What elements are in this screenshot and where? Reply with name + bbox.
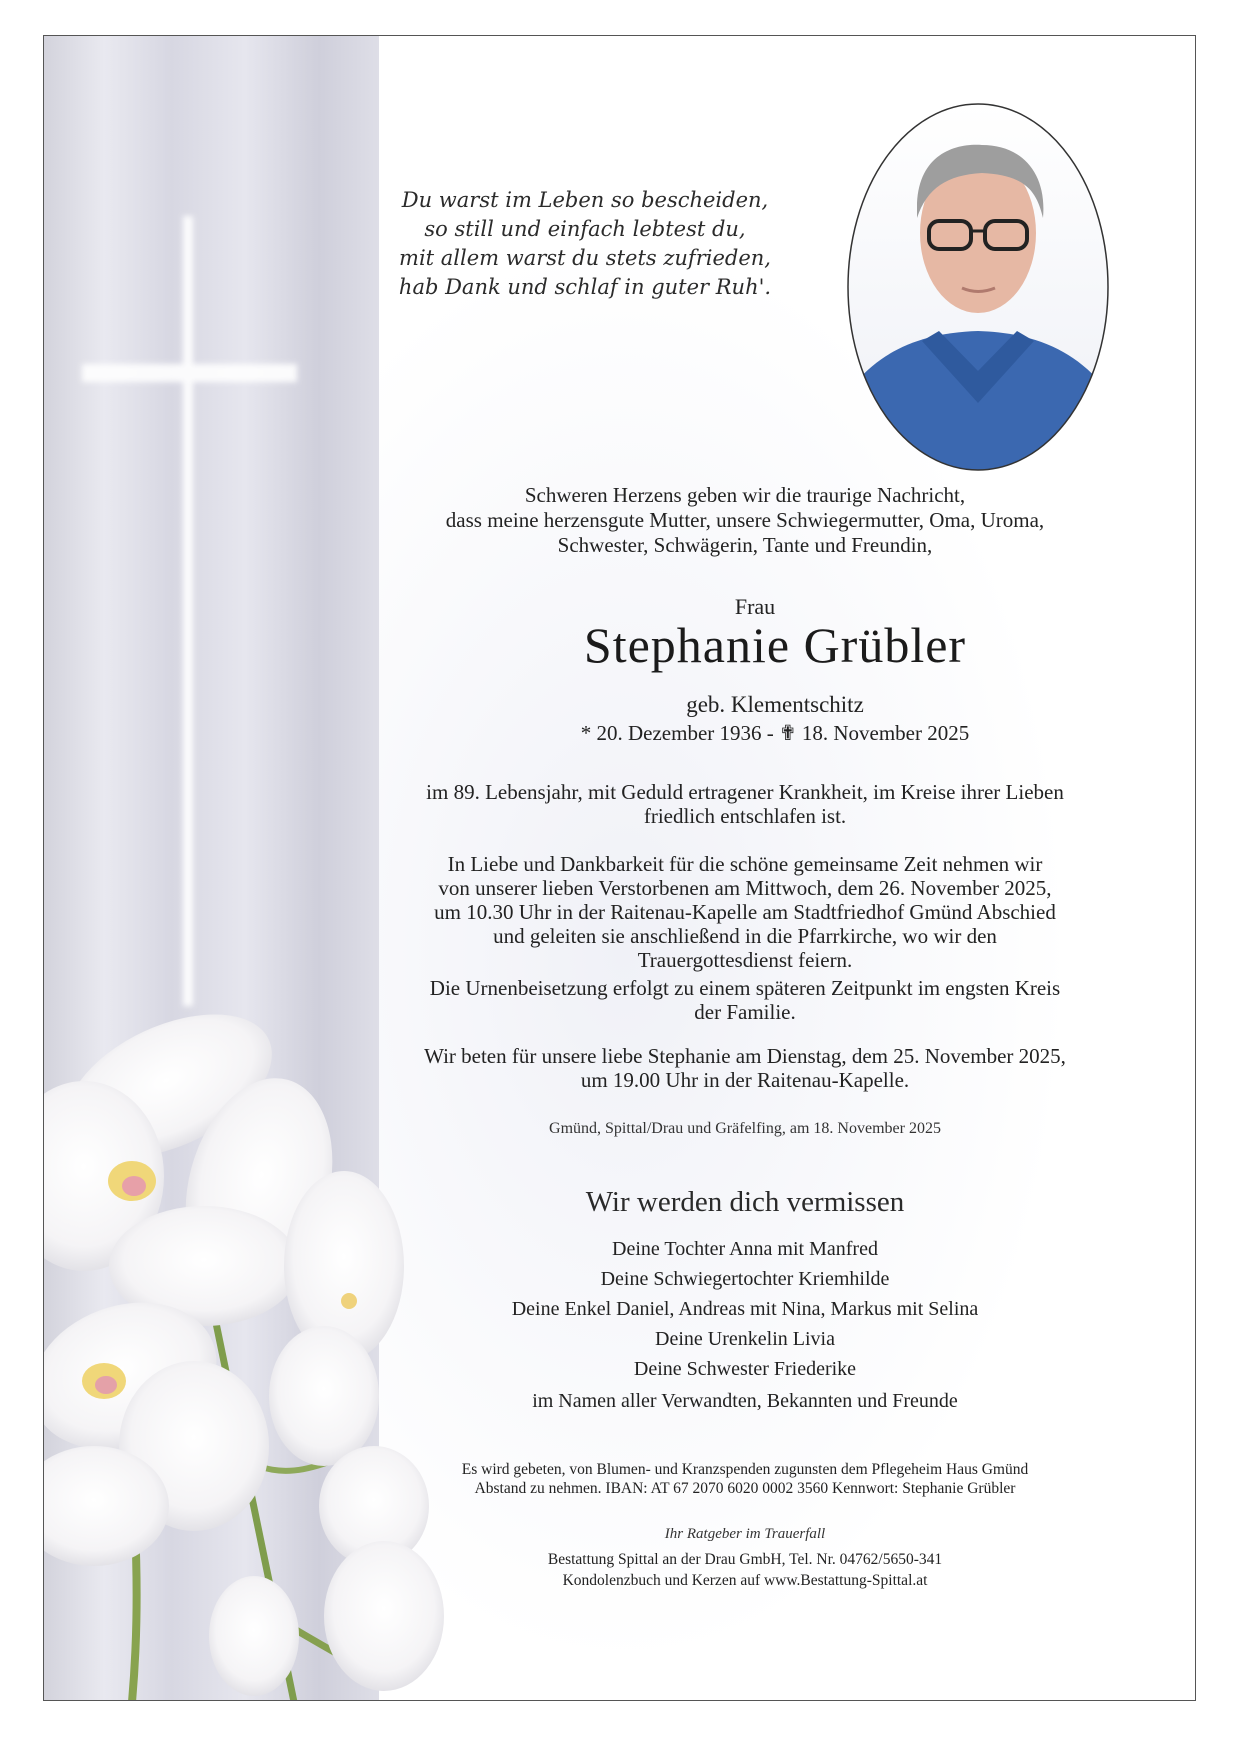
poem-line: mit allem warst du stets zufrieden,: [399, 246, 771, 270]
donation-line: Abstand zu nehmen. IBAN: AT 67 2070 6020 0002 3560 Kennwort: Stephanie Grübler: [474, 1480, 1016, 1497]
family-list: [430, 1234, 1060, 1384]
funeral-home-footer: [460, 1549, 1030, 1591]
paragraph-line: um 19.00 Uhr in der Raitenau-Kapelle.: [580, 1068, 910, 1092]
salutation: Frau: [734, 594, 776, 619]
paragraph-line: Die Urnenbeisetzung erfolgt zu einem späteren Zeitpunkt im engsten Kreis: [429, 976, 1061, 1000]
poem: [395, 186, 775, 302]
family-member: Deine Schwiegertochter Kriemhilde: [600, 1268, 890, 1290]
intro-line: Schwester, Schwägerin, Tante und Freundin,: [557, 533, 933, 557]
intro-line: dass meine herzensgute Mutter, unsere Schwiegermutter, Oma, Uroma,: [445, 508, 1045, 532]
paragraph: [375, 780, 1115, 828]
paragraph-line: von unserer lieben Verstorbenen am Mittwoch, dem 26. November 2025,: [438, 876, 1052, 900]
footer-line: Kondolenzbuch und Kerzen auf www.Bestattung-Spittal.at: [562, 1572, 928, 1589]
paragraph-line: der Familie.: [694, 1000, 796, 1024]
place-date: Gmünd, Spittal/Drau und Gräfelfing, am 18. November 2025: [549, 1120, 941, 1137]
miss-heading: Wir werden dich vermissen: [585, 1186, 905, 1218]
intro-line: Schweren Herzens geben wir die traurige Nachricht,: [524, 483, 966, 507]
paragraph: [375, 1044, 1115, 1092]
relatives-line: im Namen aller Verwandten, Bekannten und Freunde: [532, 1390, 958, 1412]
maiden-name: geb. Klementschitz: [686, 692, 864, 717]
family-member: Deine Urenkelin Livia: [655, 1328, 835, 1350]
footer-slogan: Ihr Ratgeber im Trauerfall: [664, 1526, 826, 1542]
family-member: Deine Schwester Friederike: [633, 1358, 857, 1380]
poem-line: hab Dank und schlaf in guter Ruh'.: [398, 275, 772, 299]
paragraph-line: friedlich entschlafen ist.: [643, 804, 847, 828]
life-dates: * 20. Dezember 1936 - ✟ 18. November 2025: [580, 721, 970, 745]
deceased-name: Stephanie Grübler: [583, 617, 967, 673]
announcement-intro: [375, 483, 1115, 558]
paragraph-line: In Liebe und Dankbarkeit für die schöne gemeinsame Zeit nehmen wir: [447, 852, 1043, 876]
paragraph: [375, 976, 1115, 1024]
paragraph-line: Trauergottesdienst feiern.: [637, 948, 853, 972]
paragraph-line: und geleiten sie anschließend in die Pfarrkirche, wo wir den: [493, 924, 997, 948]
paragraph-line: Wir beten für unsere liebe Stephanie am Dienstag, dem 25. November 2025,: [424, 1044, 1066, 1068]
paragraph-line: um 10.30 Uhr in der Raitenau-Kapelle am Stadtfriedhof Gmünd Abschied: [434, 900, 1056, 924]
family-member: Deine Enkel Daniel, Andreas mit Nina, Markus mit Selina: [511, 1298, 979, 1320]
donation-line: Es wird gebeten, von Blumen- und Kranzspenden zugunsten dem Pflegeheim Haus Gmünd: [461, 1461, 1029, 1478]
portrait-photo: [847, 103, 1109, 471]
donation-note: [400, 1460, 1090, 1498]
paragraph-line: im 89. Lebensjahr, mit Geduld ertragener Krankheit, im Kreise ihrer Lieben: [426, 780, 1064, 804]
poem-line: so still und einfach lebtest du,: [424, 217, 746, 241]
family-member: Deine Tochter Anna mit Manfred: [612, 1238, 878, 1260]
paragraph: [375, 852, 1115, 972]
poem-line: Du warst im Leben so bescheiden,: [401, 188, 769, 212]
footer-line: Bestattung Spittal an der Drau GmbH, Tel. Nr. 04762/5650-341: [547, 1551, 943, 1568]
